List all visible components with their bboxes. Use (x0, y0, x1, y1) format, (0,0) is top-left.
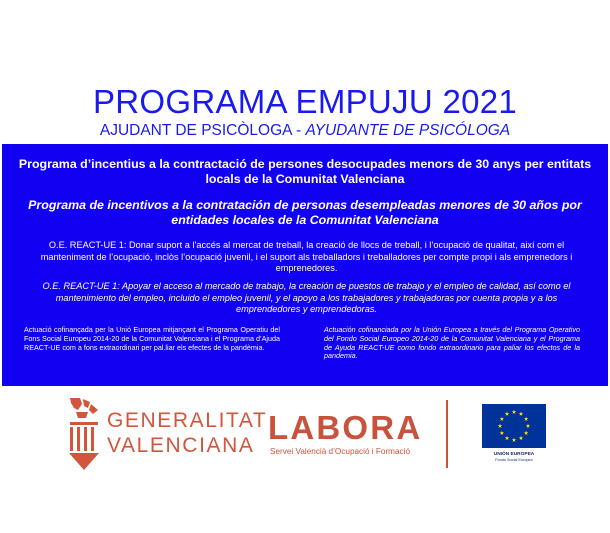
logo-divider (446, 400, 448, 468)
generalitat-name-line2: VALENCIANA (107, 434, 255, 457)
page-subtitle (0, 122, 610, 140)
generalitat-name-line1: GENERALITAT (107, 409, 268, 432)
labora-logo: LABORA (268, 409, 423, 446)
page-title: PROGRAMA EMPUJU 2021 (92, 83, 518, 120)
header (0, 84, 610, 140)
funding-note-catalan: Actuació cofinançada per la Unió Europea mitjançant el Programa Operatiu del Fons Social Europeu 2014-20 de la Comunitat Valenciana i el Programa d’Ajuda REACT-UE com a fons extraordinari per pal.liar els efectes de la pandèmia. (24, 325, 280, 352)
eu-logo-subtitle: Fondo Social Europeo (495, 458, 533, 462)
funding-note-spanish: Actuación cofinanciada por la Unión Europea a través del Programa Operativo del Fondo Social Europeo 2014-20 de la Comunitat Valenciana y el Programa de Ayuda REACT-UE como fondo extraordinario para paliar los efectos de la pandemia. (324, 325, 580, 361)
program-title-catalan: Programa d’incentius a la contractació de persones desocupades menors de 30 anys per entitats locals de la Comunitat Valenciana (18, 157, 592, 186)
info-panel (2, 144, 608, 386)
subtitle-spanish: AYUDANTE DE PSICÓLOGA (305, 122, 511, 139)
eu-flag-icon (482, 404, 546, 448)
eu-logo-name: UNIÓN EUROPEA (493, 452, 535, 457)
objective-catalan: O.E. REACT-UE 1: Donar suport a l’accés al mercat de treball, la creació de llocs de treball, i l’ocupació de qualitat, així com el manteniment de l’ocupació, inclòs l’ocupació juvenil, i el suport als treballadors i treballadores per compte propi i als emprenedors i emprenedores. (40, 240, 573, 273)
generalitat-valenciana-logo (107, 408, 267, 458)
generalitat-emblem-icon (66, 396, 102, 472)
objective-spanish: O.E. REACT-UE 1: Apoyar el acceso al mercado de trabajo, la creación de puestos de trabajo y el empleo de calidad, así como el mantenimiento del empleo, incluido el empleo juvenil, y el apoyo a los trabajadores y trabajadoras por cuenta propia y a los emprendedores y emprendedoras. (42, 281, 571, 314)
program-title-spanish: Programa de incentivos a la contratación de personas desempleadas menores de 30 años por entidades locales de la Comunitat Valenciana (28, 198, 582, 227)
subtitle-catalan: AJUDANT DE PSICÒLOGA - (99, 122, 302, 139)
labora-subtitle: Servei Valencià d’Ocupació i Formació (270, 447, 411, 456)
